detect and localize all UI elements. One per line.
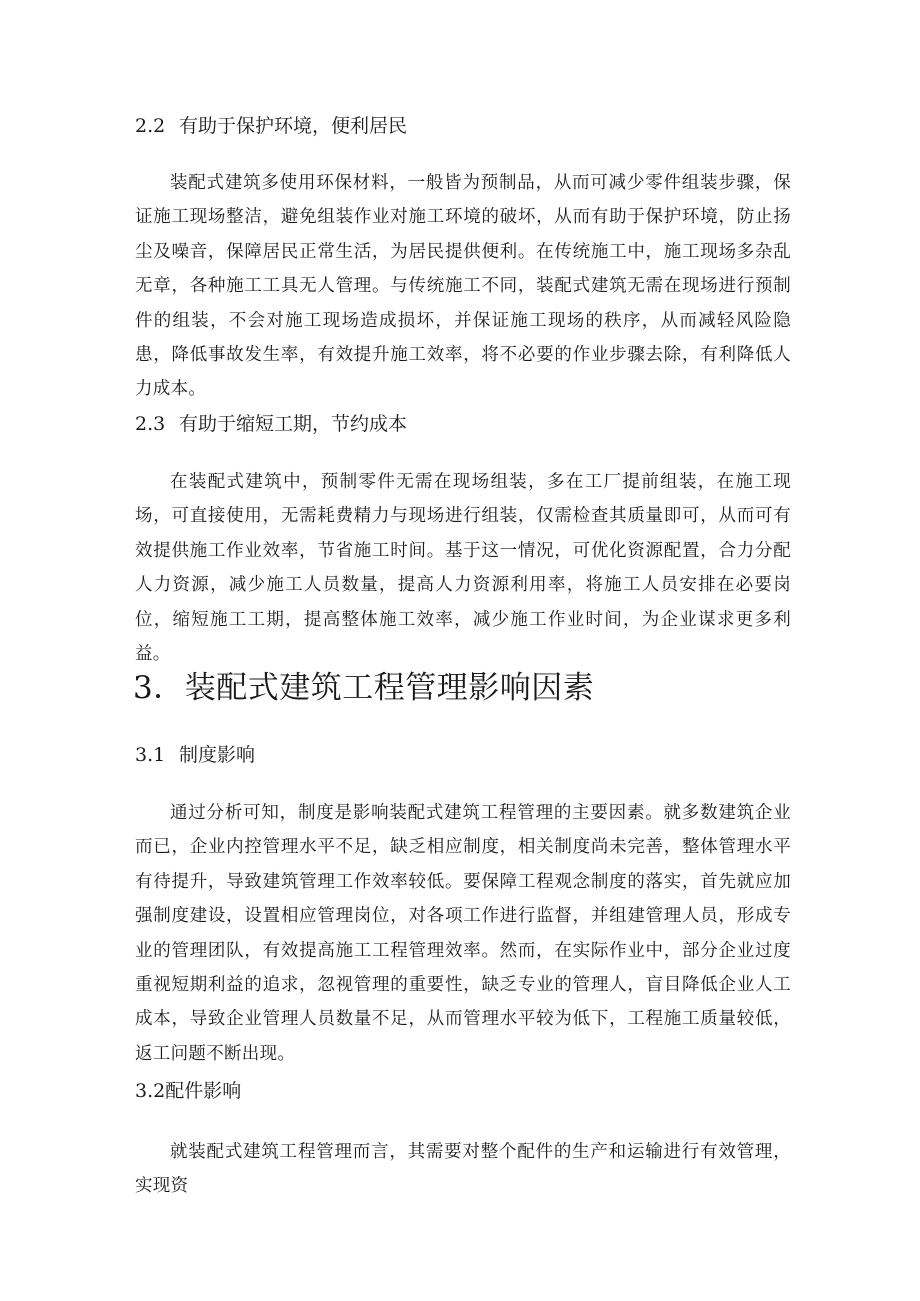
heading-3-1 [135,743,255,767]
heading-2-2 [135,114,407,138]
heading-2-3 [135,412,407,436]
heading-number: 2.2 [135,115,166,137]
paragraph-3-2: 就装配式建筑工程管理而言，其需要对整个配件的生产和运输进行有效管理，实现资 [135,1142,791,1197]
heading-3: 3．装配式建筑工程管理影响因素 [133,670,595,706]
paragraph-2-2: 装配式建筑多使用环保材料，一般皆为预制品，从而可减少零件组装步骤，保证施工现场整洁，避免组装作业对施工环境的破坏，从而有助于保护环境，防止扬尘及噪音，保障居民正常生活，为居民提供便利。在传统施工中，施工现场多杂乱无章，各种施工工具无人管理。与传统施工不同，装配式建筑无需在现场进行预制件的组装，不会对施工现场造成损坏，并保证施工现场的秩序，从而减轻风险隐患，降低事故发生率，有效提升施工效率，将不必要的作业步骤去除，有利降低人力成本。 [135,173,791,400]
heading-number: 3.1 [135,744,166,766]
heading-title: 有助于保护环境，便利居民 [179,115,408,137]
paragraph-3-1: 通过分析可知，制度是影响装配式建筑工程管理的主要因素。就多数建筑企业而已，企业内控管理水平不足，缺乏相应制度，相关制度尚未完善，整体管理水平有待提升，导致建筑管理工作效率较低。要保障工程观念制度的落实，首先就应加强制度建设，设置相应管理岗位，对各项工作进行监督，并组建管理人员，形成专业的管理团队，有效提高施工工程管理效率。然而，在实际作业中，部分企业过度重视短期利益的追求，忽视管理的重要性，缺乏专业的管理人，盲目降低企业人工成本，导致企业管理人员数量不足，从而管理水平较为低下，工程施工质量较低，返工问题不断出现。 [135,803,791,1064]
heading-title: 制度影响 [179,744,256,766]
heading-number: 3.2 [135,1080,166,1102]
heading-title: 有助于缩短工期，节约成本 [179,413,408,435]
heading-3-2 [135,1079,241,1103]
paragraph-2-3: 在装配式建筑中，预制零件无需在现场组装，多在工厂提前组装，在施工现场，可直接使用，无需耗费精力与现场进行组装，仅需检查其质量即可，从而可有效提供施工作业效率，节省施工时间。基于这一情况，可优化资源配置，合力分配人力资源，减少施工人员数量，提高人力资源利用率，将施工人员安排在必要岗位，缩短施工工期，提高整体施工效率，减少施工作业时间，为企业谋求更多利益。 [135,472,791,665]
heading-title: 配件影响 [165,1080,242,1102]
heading-number: 2.3 [135,413,166,435]
